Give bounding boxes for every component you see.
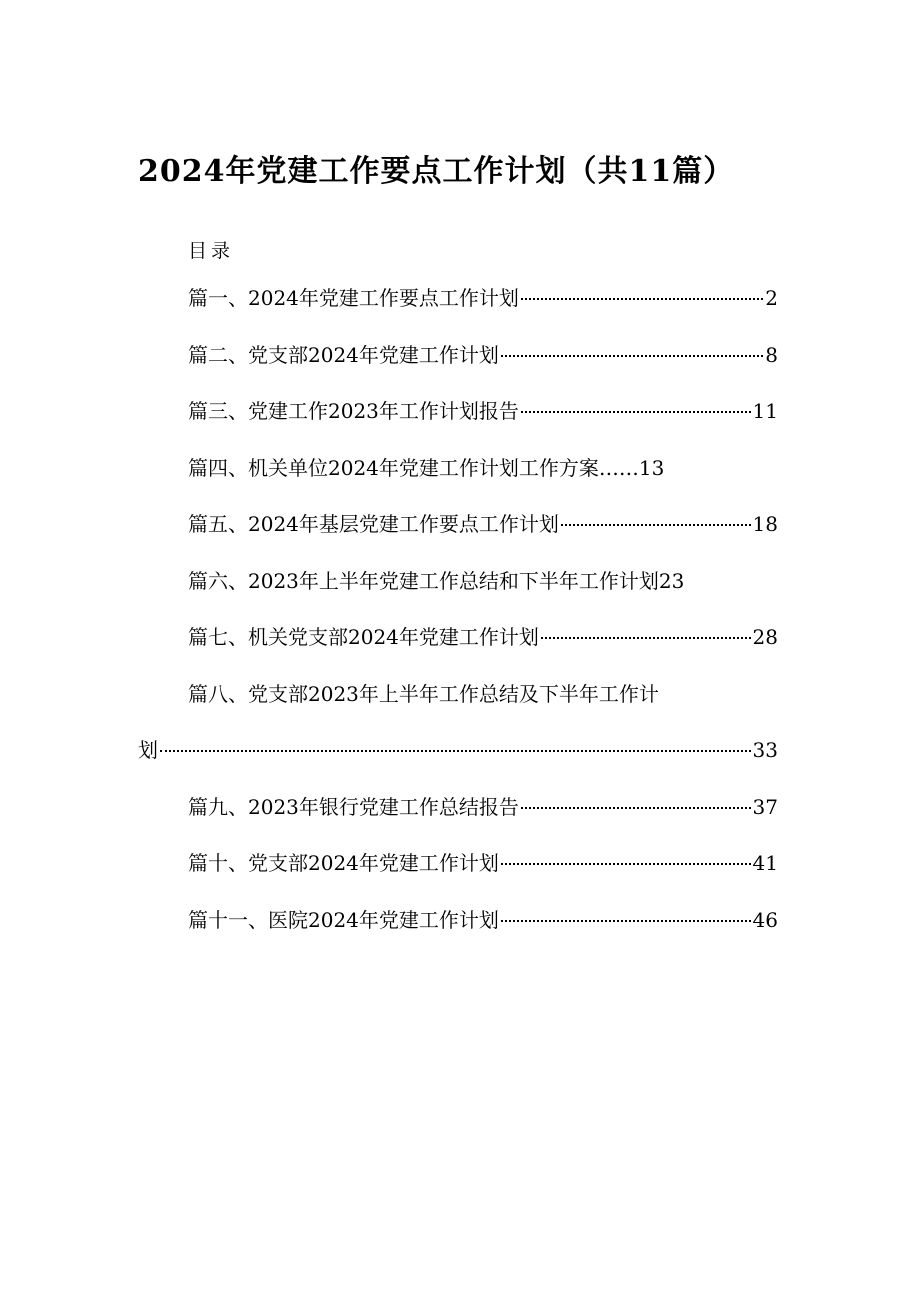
toc-entry-3[interactable]: [138, 395, 778, 452]
toc-entry-label-line2: 划: [138, 738, 158, 762]
ellipsis-leader: ……: [598, 455, 639, 480]
toc-entry-line2: [138, 734, 778, 791]
toc-entry-page: 18: [752, 512, 778, 536]
toc-entry-label-line1: 篇八、党支部2023年上半年工作总结及下半年工作计: [188, 681, 659, 706]
toc-entry-page: 37: [752, 794, 778, 819]
toc-entry-label: 篇十一、医院2024年党建工作计划: [188, 907, 499, 932]
document-title: 2024年党建工作要点工作计划（共11篇）: [138, 154, 735, 189]
toc-entry-5[interactable]: [138, 508, 778, 565]
dot-leader: [521, 298, 763, 300]
toc-entry-label: 篇十、党支部2024年党建工作计划: [188, 851, 499, 875]
toc-entry-1[interactable]: [138, 282, 778, 339]
toc-entry-page: 8: [765, 342, 778, 367]
toc-entry-10[interactable]: [138, 847, 778, 904]
dot-leader: [521, 807, 751, 809]
dot-leader: [521, 411, 751, 413]
toc-entry-page: 13: [638, 455, 665, 480]
toc-entry-7[interactable]: [138, 621, 778, 678]
toc-heading: 目录: [188, 240, 235, 262]
toc-entry-page: 23: [658, 568, 685, 593]
toc-entry-6[interactable]: [138, 565, 778, 622]
toc-entry-8[interactable]: [138, 678, 778, 791]
toc-entry-page: 2: [765, 286, 778, 310]
dot-leader: [501, 920, 751, 922]
toc-entry-label: 篇七、机关党支部2024年党建工作计划: [188, 625, 539, 649]
dot-leader: [501, 355, 763, 357]
toc-entry-label: 篇二、党支部2024年党建工作计划: [188, 342, 499, 367]
toc-entry-label: 篇五、2024年基层党建工作要点工作计划: [188, 512, 559, 536]
dot-leader: [561, 524, 751, 526]
toc-entry-label: 篇三、党建工作2023年工作计划报告: [188, 399, 519, 423]
toc-entry-label: 篇六、2023年上半年党建工作总结和下半年工作计划: [188, 568, 659, 593]
dot-leader: [541, 637, 751, 639]
toc-entry-label: 篇九、2023年银行党建工作总结报告: [188, 794, 519, 819]
toc-entry-page: 46: [752, 907, 778, 932]
dot-leader: [501, 863, 751, 865]
toc-entry-2[interactable]: [138, 339, 778, 396]
toc-entry-label: 篇四、机关单位2024年党建工作计划工作方案: [188, 455, 599, 480]
toc-entry-11[interactable]: [138, 904, 778, 961]
toc-entry-page: 41: [752, 851, 778, 875]
toc-entry-4[interactable]: [138, 452, 778, 509]
toc-entry-9[interactable]: [138, 791, 778, 848]
toc-entry-page: 28: [752, 625, 778, 649]
toc-entry-label: 篇一、2024年党建工作要点工作计划: [188, 286, 519, 310]
dot-leader: [160, 750, 751, 752]
toc-entry-page: 11: [752, 399, 778, 423]
toc-entry-page: 33: [752, 738, 778, 762]
table-of-contents: [138, 282, 778, 960]
